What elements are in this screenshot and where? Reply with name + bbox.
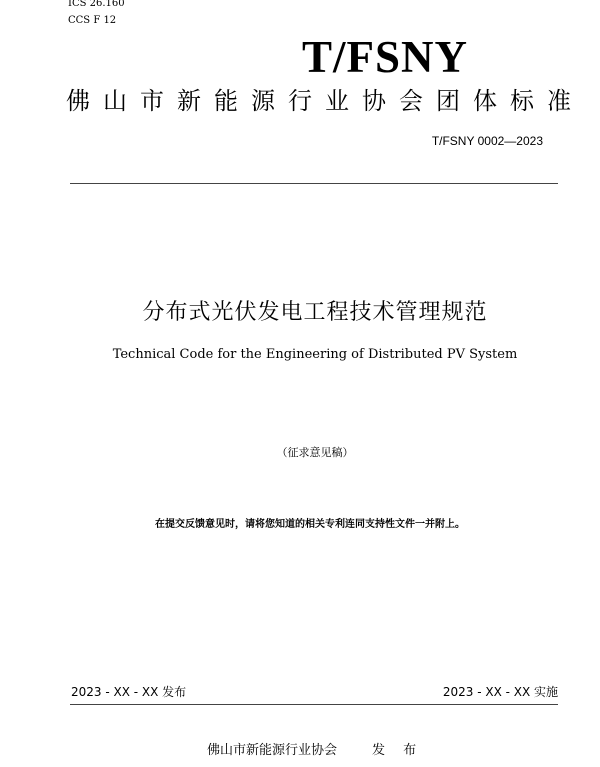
publish-date: 2023 - XX - XX 发布 bbox=[71, 685, 187, 699]
standard-number: T/FSNY 0002—2023 bbox=[431, 134, 543, 148]
header-divider bbox=[70, 183, 558, 184]
document-title-chinese: 分布式光伏发电工程技术管理规范 bbox=[142, 300, 488, 325]
footer-divider bbox=[70, 704, 558, 705]
standard-logo: T/FSNY bbox=[302, 32, 469, 82]
publisher-name: 佛山市新能源行业协会 bbox=[207, 743, 338, 758]
patent-notice: 在提交反馈意见时，请将您知道的相关专利连同支持性文件一并附上。 bbox=[155, 519, 465, 530]
draft-status: （征求意见稿） bbox=[276, 446, 354, 459]
ccs-code: CCS F 12 bbox=[68, 15, 117, 26]
ics-code: ICS 26.160 bbox=[68, 0, 125, 9]
publish-label: 发 布 bbox=[372, 743, 424, 758]
document-title-english: Technical Code for the Engineering of Distributed PV System bbox=[112, 347, 518, 362]
association-standard-heading: 佛山市新能源行业协会团体标准 bbox=[66, 87, 584, 115]
implementation-date: 2023 - XX - XX 实施 bbox=[442, 685, 558, 699]
